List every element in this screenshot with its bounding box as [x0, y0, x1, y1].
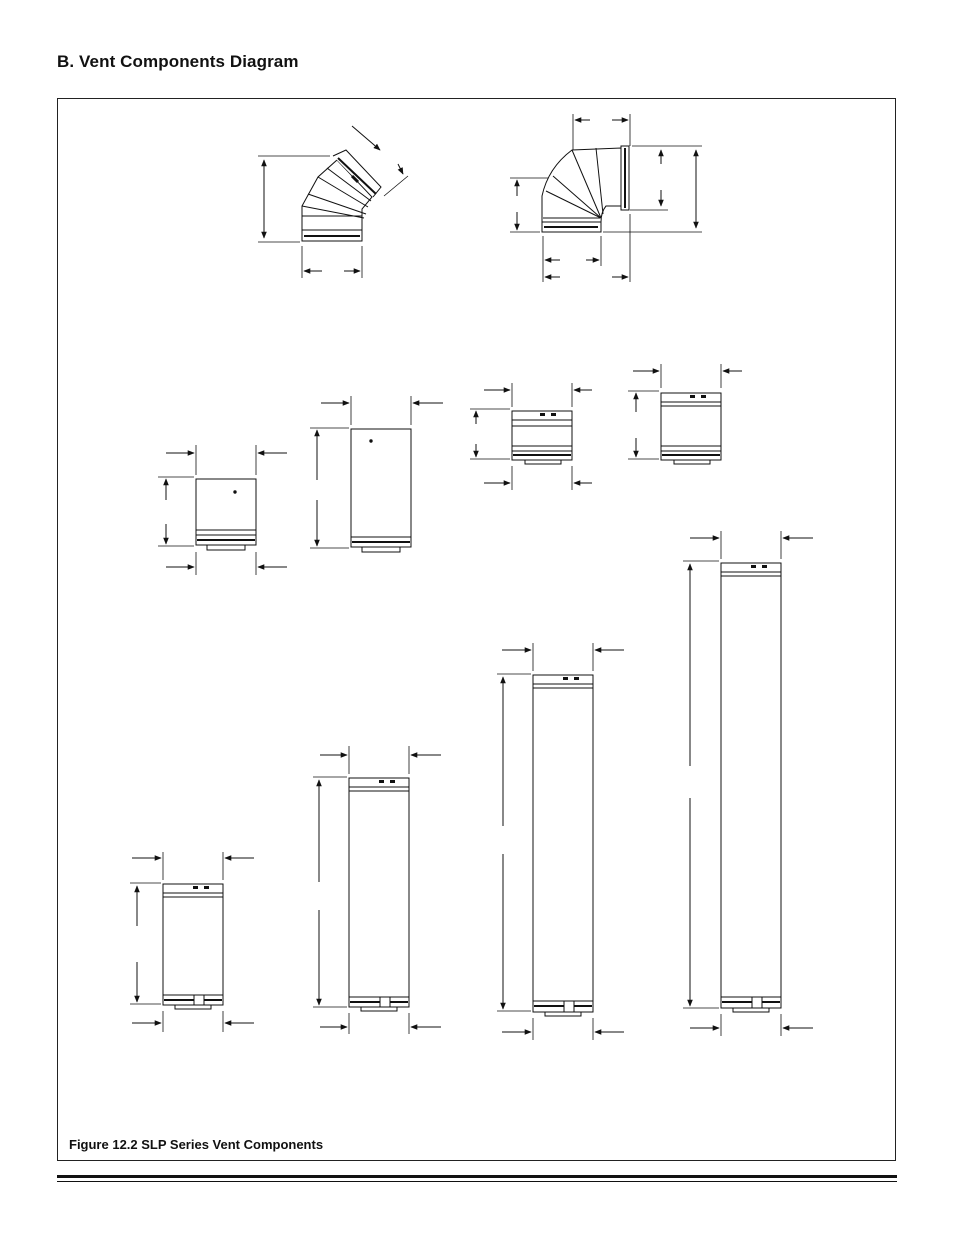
long-pipe-a-component	[130, 852, 254, 1032]
short-pipe-d-component	[628, 364, 742, 464]
pipe-b-component	[310, 396, 443, 552]
footer-rule-thin	[57, 1181, 897, 1182]
short-pipe-a-component	[158, 445, 287, 575]
short-pipe-c-component	[470, 383, 592, 490]
section-title: B. Vent Components Diagram	[57, 52, 299, 71]
figure-caption: Figure 12.2 SLP Series Vent Components	[69, 1137, 324, 1152]
footer-rule-thick	[57, 1175, 897, 1178]
long-pipe-d-component	[683, 531, 813, 1036]
long-pipe-c-component	[497, 643, 624, 1040]
elbow-90-component	[510, 114, 702, 282]
long-pipe-b-component	[313, 746, 441, 1034]
elbow-45-component	[258, 126, 408, 278]
